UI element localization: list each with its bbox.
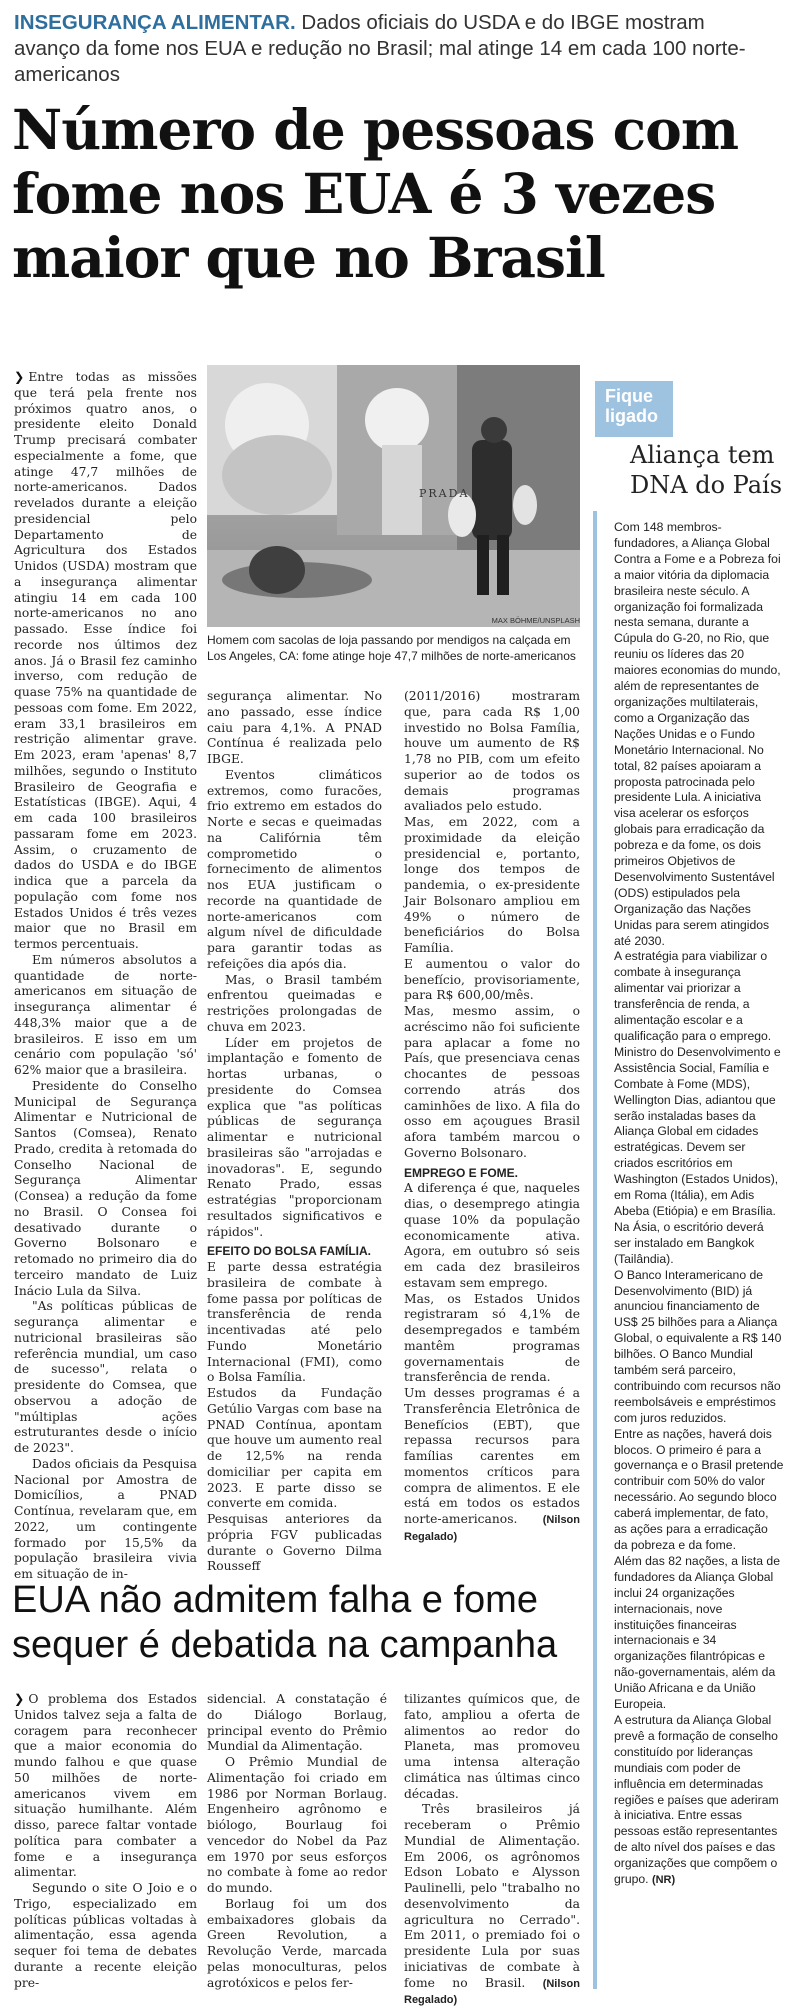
article2-paragraph: Borlaug foi um dos embaixadores globais da Green Revolution, a Revolução Verde, marcada pelas monoculturas, pelos agrotóxicos e pelos fer- [207,1896,387,1990]
sidebar-paragraph: Entre as nações, haverá dois blocos. O primeiro é para a governança e o Brasil pretende contribuir com 50% do valor necessário. Ao segundo bloco caberá implementar, de fato, as ações para a erradicação da pobreza e da fome. [614,1426,784,1552]
article2-column-1 [14,1692,197,1991]
article1-paragraph: Estudos da Fundação Getúlio Vargas com base na PNAD Contínua, apontam que houve um aumento real de 12,5% na renda domiciliar per capita em 2023. E parte disso se converte em comida. [207,1386,382,1511]
article2-paragraph: sidencial. A constatação é do Diálogo Borlaug, principal evento do Prêmio Mundial da Alimentação. [207,1692,387,1754]
sidebar-paragraph: A estratégia para viabilizar o combate à insegurança alimentar vai priorizar a transferência de renda, a alimentação escolar e a qualificação para o emprego. Ministro do Desenvolvimento e Assistência Social, Família e Combate à Fome (MDS), Wellington Dias, adiantou que serão instaladas bases da Aliança Global em cidades estratégicas. Devem ser criados escritórios em Washington (Estados Unidos), em Roma (Itália), em Adis Abeba (Etiópia) e em Brasília. Na Ásia, o escritório deverá ser instalado em Bangkok (Tailândia). [614,949,781,1266]
article2-paragraph: Segundo o site O Joio e o Trigo, especializado em políticas públicas voltadas à alimentação, essa agenda sequer foi tema de debates durante a recente eleição pre- [14,1881,197,1990]
kicker [14,10,774,88]
byline: (Nilson Regalado) [404,1514,580,1543]
article1-paragraph: Líder em projetos de implantação e fomento de hortas urbanas, o presidente do Comsea explica que "as políticas públicas de segurança alimentar e nutricional brasileiras são "arrojadas e inovadoras". E, segundo Renato Prado, essas estratégias "proporcionam resultados significativos e rápidos". [207,1035,382,1239]
street-photo [207,365,580,627]
article2-paragraph: ❯ O problema dos Estados Unidos talvez seja a falta de coragem para reconhecer que a maior economia do mundo falhou e que quase 50 milhões de norte-americanos vivem em situação humilhante. Além disso, parece faltar vontade política para combater a fome e a insegurança alimentar. [14,1692,197,1880]
article1-paragraph: Um desses programas é a Transferência Eletrônica de Benefícios (EBT), que repassa recursos para famílias carentes em momentos críticos para compra de alimentos. E ele está em todos os estados norte-americanos. (Nilson Regalado) [404,1386,580,1543]
article2-paragraph: tilizantes químicos que, de fato, ampliou a oferta de alimentos ao redor do Planeta, mas promoveu uma intensa alteração climática nas últimas cinco décadas. [404,1692,580,1801]
article1-paragraph: Presidente do Conselho Municipal de Segurança Alimentar e Nutricional de Santos (Comsea), Renato Prado, credita à retomada do Conselho Nacional de Segurança Alimentar (Consea) a redução da fome no Brasil. O Consea foi desativado durante o Governo Bolsonaro e retomado no primeiro dia do terceiro mandato de Luiz Inácio Lula da Silva. [14,1078,197,1298]
article1-paragraph: Pesquisas anteriores da própria FGV publicadas durante o Governo Dilma Rousseff [207,1512,382,1574]
article1-paragraph: A diferença é que, naqueles dias, o desemprego atingia quase 10% da população economicamente ativa. Agora, em outubro só seis em cada dez brasileiros estavam sem emprego. [404,1181,580,1290]
article1-paragraph: "As políticas públicas de segurança alimentar e nutricional brasileiras são referência mundial, um caso de sucesso", relata o presidente do Comsea, que observou a adoção de "múltiplas ações estruturantes desde o início de 2023". [14,1299,197,1455]
photo-caption: Homem com sacolas de loja passando por mendigos na calçada em Los Angeles, CA: fome atinge hoje 47,7 milhões de norte-americanos [207,633,576,663]
article1-paragraph: Eventos climáticos extremos, como furacões, frio extremo em estados do Norte e secas e queimadas na Califórnia têm comprometido o fornecimento de alimentos nos EUA justificam o recorde na quantidade de norte-americanos com algum nível de dificuldade para garantir todas as refeições dia após dia. [207,767,382,971]
sidebar-title: Aliança tem DNA do País [630,441,783,499]
main-headline: Número de pessoas com fome nos EUA é 3 vezes maior que no Brasil [12,97,739,290]
byline: (Nilson Regalado) [404,1977,580,2007]
sidebar-rule [593,511,597,1989]
article1-paragraph: Mas, os Estados Unidos registraram só 4,1% de desempregados e também mantêm programas governamentais de transferência de renda. [404,1291,580,1385]
article1-paragraph: Mas, mesmo assim, o acréscimo não foi suficiente para aplacar a fome no País, que presenciava cenas chocantes de pessoas correndo atrás dos caminhões de lixo. A fila do osso em açougues Brasil afora também marcou o Governo Bolsonaro. [404,1004,580,1160]
article1-paragraph: (2011/2016) mostraram que, para cada R$ 1,00 investido no Bolsa Família, houve um aumento de R$ 1,78 no PIB, com um efeito superior ao de todos os demais programas avaliados pelo estudo. [404,689,580,814]
article2-column-3 [404,1692,580,2009]
sidebar-paragraph: O Banco Interamericano de Desenvolvimento (BID) já anunciou financiamento de US$ 25 bilhões para a Aliança Global, o equivalente a R$ 140 bilhões. O Banco Mundial também será parceiro, contribuindo com recursos não reembolsáveis e empréstimos com juros reduzidos. [614,1267,782,1425]
kicker-label: INSEGURANÇA ALIMENTAR. [14,11,296,34]
subhead-bolsa-familia: EFEITO DO BOLSA FAMÍLIA. [207,1244,372,1259]
sidebar-paragraph: A estrutura da Aliança Global prevê a formação de conselho constituído por lideranças mundiais com poder de influência em determinadas regiões e países que aderiram à iniciativa. Entre essas pessoas estão representantes de alto nível dos países e das organizações que compõem o grupo. (NR) [614,1712,779,1887]
article1-paragraph: E aumentou o valor do benefício, provisoriamente, para R$ 600,00/mês. [404,956,580,1003]
article1-column-2 [207,689,382,1575]
article2-paragraph: Três brasileiros já receberam o Prêmio Mundial de Alimentação. Em 2006, os agrônomos Edson Lobato e Alysson Paulinelli, pelo "trabalho no desenvolvimento da agricultura no Cerrado". Em 2011, o premiado foi o presidente Lula por suas iniciativas de combate à fome no Brasil. (Nilson Regalado) [404,1802,580,2007]
article1-column-1 [14,370,197,1583]
article1-paragraph: E parte dessa estratégia brasileira de combate à fome passa por políticas de transferência de renda incentivadas até pelo Fundo Monetário Internacional (FMI), como o Bolsa Família. [207,1260,382,1385]
sidebar-tag: Fique ligado [595,381,673,437]
article1-paragraph: segurança alimentar. No ano passado, esse índice caiu para 4,1%. A PNAD Contínua é realizada pelo IBGE. [207,689,382,766]
sidebar-paragraph: Além das 82 nações, a lista de fundadores da Aliança Global inclui 24 organizações internacionais, nove instituições financeiras internacionais e 34 organizações filantrópicas e não-governamentais, além da União Africana e da União Europeia. [614,1553,780,1712]
article2-paragraph: O Prêmio Mundial de Alimentação foi criado em 1986 por Norman Borlaug. Engenheiro agrônomo e biólogo, Bourlaug foi vencedor do Nobel da Paz em 1970 por seus esforços no combate à fome ao redor do mundo. [207,1755,387,1895]
article1-paragraph: Mas, o Brasil também enfrentou queimadas e restrições prolongadas de chuva em 2023. [207,972,382,1034]
kicker-text: Dados oficiais do USDA e do IBGE mostram avanço da fome nos EUA e redução no Brasil; mal atinge 14 em cada 100 norte-americanos [14,11,746,86]
photo-image [207,365,580,627]
article1-paragraph: ❯ Entre todas as missões que terá pela frente nos próximos quatro anos, o presidente eleito Donald Trump precisará combater especialmente a fome, que atinge 47,7 milhões de norte-americanos. Dados revelados durante a eleição presidencial pelo Departamento de Agricultura dos Estados Unidos (USDA) mostram que a insegurança alimentar atingiu 14 em cada 100 norte-americanos no ano passado. Esse índice foi recorde nos últimos dez anos. Já o Brasil fez caminho inverso, com redução de quase 75% na quantidade de pessoas com fome. Em 2022, eram 33,1 brasileiros em restrição alimentar grave. Em 2023, eram 'apenas' 8,7 milhões, segundo o Instituto Brasileiro de Geografia e Estatísticas (IBGE). Aqui, 4 em cada 100 brasileiros passaram fome em 2023. Assim, o cruzamento de dados do USDA e do IBGE indica que a parcela da população com fome nos Estados Unidos é três vezes maior que no Brasil em termos percentuais. [14,370,197,951]
article1-paragraph: Mas, em 2022, com a proximidade da eleição presidencial e, portanto, longe dos tempos de pandemia, o ex-presidente Jair Bolsonaro ampliou em 49% o número de beneficiários do Bolsa Família. [404,815,580,955]
article1-column-3 [404,689,580,1546]
subhead-emprego-fome: EMPREGO E FOME. [404,1165,519,1180]
storefront-sign: PRADA [419,487,470,500]
photo-credit: MAX BÖHME/UNSPLASH [491,616,580,625]
secondary-headline: EUA não admitem falha e fome sequer é debatida na campanha [12,1579,558,1666]
sidebar-paragraph: Com 148 membros-fundadores, a Aliança Global Contra a Fome e a Pobreza foi a maior vitória da diplomacia brasileira neste século. A organização foi formalizada nesta semana, durante a Cúpula do G-20, no Rio, que reuniu os líderes das 20 maiores economias do mundo, além de representantes de organizações multilaterais, como a Organização das Nações Unidas e o Fundo Monetário Internacional. No total, 82 países apoiaram a proposta patrocinada pelo presidente Lula. A iniciativa visa acelerar os esforços globais para erradicação da pobreza e da fome, os dois primeiros Objetivos de Desenvolvimento Sustentável (ODS) estipulados pela Organização das Nações Unidas para serem atingidos até 2030. [614,520,781,948]
article2-column-2 [207,1692,387,1991]
byline: (NR) [651,1874,676,1887]
chevron-right-icon: ❯ [14,1692,25,1706]
article1-paragraph: Dados oficiais da Pesquisa Nacional por Amostra de Domicílios, a PNAD Contínua, revelaram que, em 2022, um contingente formado por 15,5% da população brasileira vivia em situação de in- [14,1456,197,1581]
chevron-right-icon: ❯ [14,370,25,384]
sidebar-body [614,520,784,1889]
article1-paragraph: Em números absolutos a quantidade de norte-americanos em situação de insegurança alimentar é 448,3% maior que a de brasileiros. E isso em um cenário com população 'só' 62% maior que a brasileira. [14,952,197,1077]
